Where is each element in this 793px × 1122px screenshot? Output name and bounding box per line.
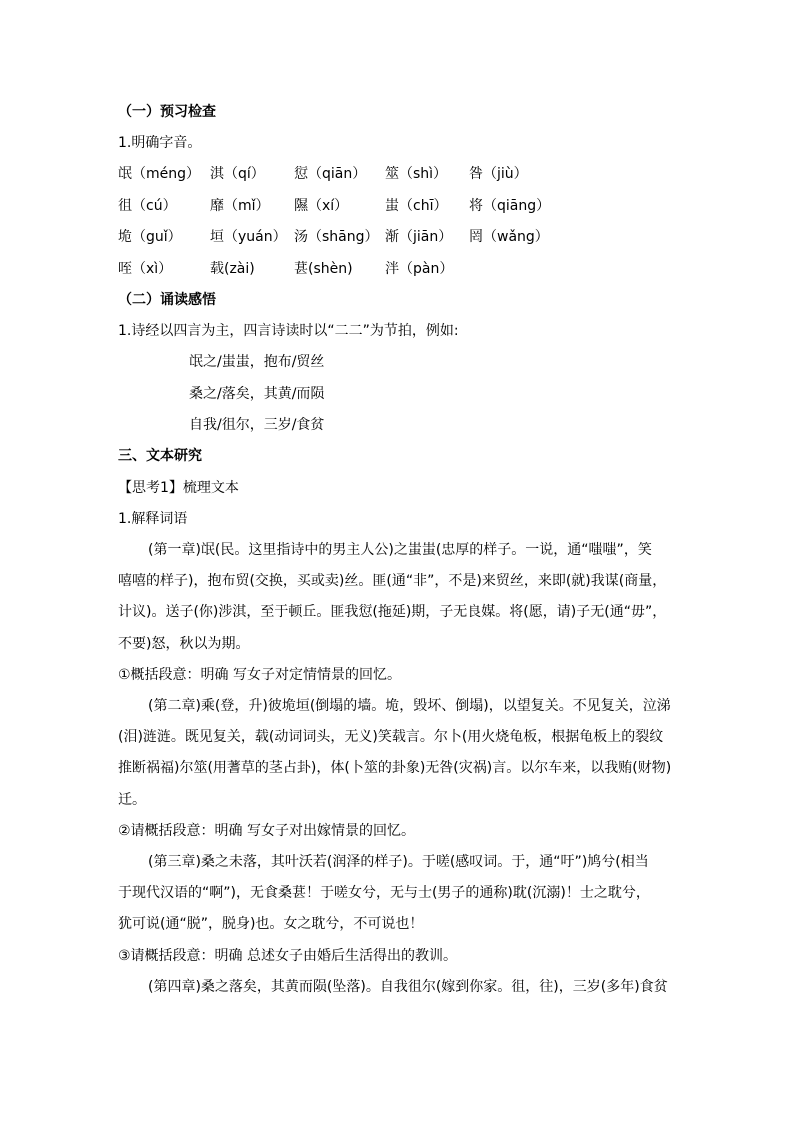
body-line: (第二章)乘(登，升)彼垝垣(倒塌的墙。垝，毁坏、倒塌)，以望复关。不见复关，泣涕 bbox=[148, 698, 671, 714]
pron-row bbox=[118, 260, 678, 278]
body-line: 犹可说(通“脱”，脱身)也。女之耽兮，不可说也！ bbox=[118, 916, 424, 932]
pron-row bbox=[118, 165, 678, 183]
summary-line: ②请概括段意：明确 写女子对出嫁情景的回忆。 bbox=[118, 823, 415, 839]
pron-item: 隰（xí） bbox=[294, 198, 349, 214]
pron-item: 靡（mǐ） bbox=[210, 198, 270, 214]
pron-item: 载(zài) bbox=[210, 261, 255, 277]
summary-line: ①概括段意：明确 写女子对定情情景的回忆。 bbox=[118, 667, 401, 683]
pron-item: 泮（pàn） bbox=[385, 261, 454, 277]
pron-item: 垣（yuán） bbox=[210, 229, 287, 245]
body-line: 嘻嘻的样子)，抱布贸(交换，买或卖)丝。匪(通“非”，不是)来贸丝，来即(就)我谋(商量， bbox=[118, 573, 667, 589]
section-text-title: 三、文本研究 bbox=[118, 448, 202, 464]
pron-item: 淇（qí） bbox=[210, 166, 265, 182]
read-intro: 1.诗经以四言为主，四言诗读时以“二二”为节拍，例如: bbox=[118, 323, 459, 339]
pron-item: 氓（méng） bbox=[118, 166, 201, 182]
body-line: (第三章)桑之未落，其叶沃若(润泽的样子)。于嗟(感叹词。于，通“吁”)鸠兮(相当 bbox=[148, 854, 649, 870]
pron-item: 蚩（chī） bbox=[385, 198, 448, 214]
pron-row bbox=[118, 228, 678, 246]
summary-line: ③请概括段意：明确 总述女子由婚后生活得出的教训。 bbox=[118, 948, 457, 964]
pron-item: 渐（jiān） bbox=[385, 229, 453, 245]
pron-row bbox=[118, 197, 678, 215]
pron-item: 汤（shāng） bbox=[294, 229, 379, 245]
pron-item: 垝（guǐ） bbox=[118, 229, 182, 245]
pron-item: 愆（qiān） bbox=[294, 166, 367, 182]
pron-item: 葚(shèn) bbox=[294, 261, 353, 277]
body-line: (第四章)桑之落矣，其黄而陨(坠落)。自我徂尔(嫁到你家。徂，往)，三岁(多年)食贫 bbox=[148, 979, 668, 995]
body-line: 推断祸福)尔筮(用蓍草的茎占卦)，体(卜筮的卦象)无咎(灾祸)言。以尔车来，以我贿(财物) bbox=[118, 760, 672, 776]
body-line: 不要)怒，秋以为期。 bbox=[118, 636, 250, 652]
poem-line: 自我/徂尔，三岁/食贫 bbox=[189, 417, 325, 433]
poem-line: 桑之/落矣，其黄/而陨 bbox=[189, 386, 325, 402]
think-title: 【思考1】梳理文本 bbox=[118, 480, 239, 496]
pron-intro: 1.明确字音。 bbox=[118, 135, 202, 151]
pron-item: 将（qiāng） bbox=[469, 198, 551, 214]
body-line: 计议)。送子(你)涉淇，至于顿丘。匪我愆(拖延)期，子无良媒。将(愿，请)子无(通“毋”， bbox=[118, 604, 667, 620]
pron-item: 罔（wǎng） bbox=[469, 229, 549, 245]
pron-item: 徂（cú） bbox=[118, 198, 177, 214]
section-preview-title: （一）预习检查 bbox=[118, 104, 216, 120]
body-line: (第一章)氓(民。这里指诗中的男主人公)之蚩蚩(忠厚的样子。一说，通“嗤嗤”，笑 bbox=[148, 542, 652, 558]
poem-line: 氓之/蚩蚩，抱布/贸丝 bbox=[189, 354, 325, 370]
pron-item: 咎（jiù） bbox=[469, 166, 528, 182]
pron-item: 咥（xì） bbox=[118, 261, 173, 277]
pron-item: 筮（shì） bbox=[385, 166, 448, 182]
body-line: 于现代汉语的“啊”)，无食桑葚！于嗟女兮，无与士(男子的通称)耽(沉溺)！士之耽兮， bbox=[118, 885, 650, 901]
body-line: (泪)涟涟。既见复关，载(动词词头，无义)笑载言。尔卜(用火烧龟板，根据龟板上的裂纹 bbox=[118, 729, 664, 745]
explain-title: 1.解释词语 bbox=[118, 511, 188, 527]
body-line: 迁。 bbox=[118, 792, 146, 808]
section-read-title: （二）诵读感悟 bbox=[118, 292, 216, 308]
